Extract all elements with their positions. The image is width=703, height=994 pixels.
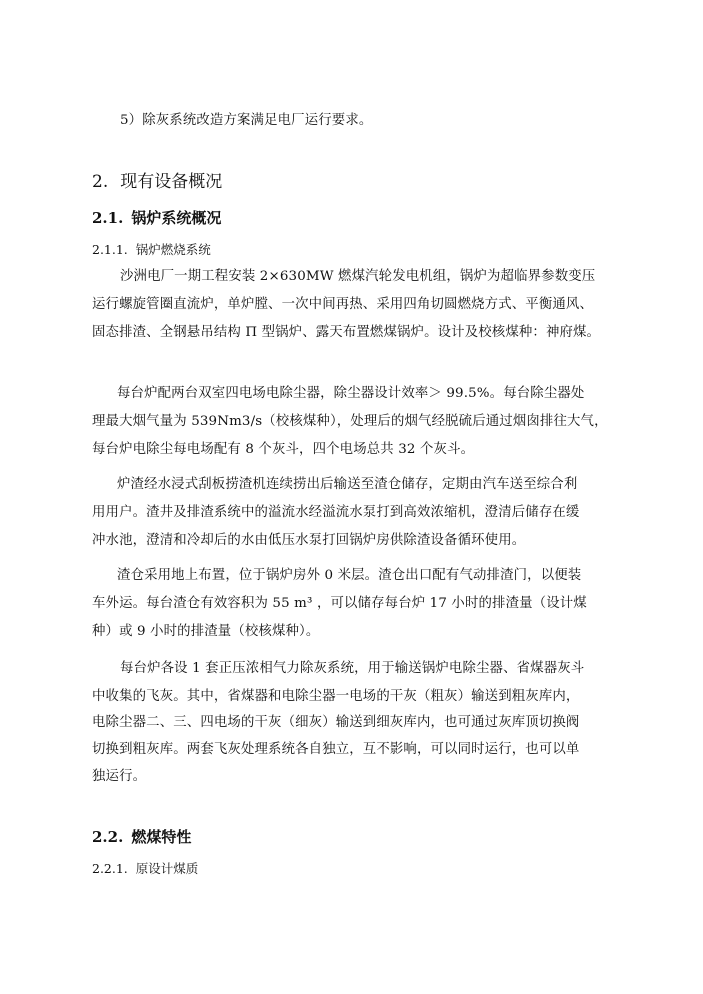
para5-line-1: 每台炉各设 1 套正压浓相气力除灰系统，用于输送锅炉电除尘器、省煤器灰斗 — [120, 661, 585, 676]
para4-line-3: 种）或 9 小时的排渣量（校核煤种）。 — [92, 624, 320, 639]
para5-line-4: 切换到粗灰库。两套飞灰处理系统各自独立，互不影响，可以同时运行，也可以单 — [92, 742, 580, 757]
section-title: 锅炉燃烧系统 — [135, 242, 211, 257]
para2-line-3: 每台炉电除尘每电场配有 8 个灰斗，四个电场总共 32 个灰斗。 — [92, 442, 475, 457]
para3-line-1: 炉渣经水浸式刮板捞渣机连续捞出后输送至渣仓储存，定期由汽车送至综合利 — [117, 477, 578, 492]
section-number: 2.2. — [92, 828, 124, 846]
section-2-2-1-heading — [92, 860, 198, 878]
para5-line-2: 中收集的飞灰。其中，省煤器和电除尘器一电场的干灰（粗灰）输送到粗灰库内， — [92, 689, 580, 704]
section-title: 锅炉系统概况 — [131, 209, 222, 227]
para1-line-2: 运行螺旋管圈直流炉，单炉膛、一次中间再热、采用四角切圆燃烧方式、平衡通风、 — [92, 297, 594, 312]
section-title: 现有设备概况 — [120, 172, 223, 192]
para5-line-5: 独运行。 — [92, 769, 147, 784]
para2-line-1: 每台炉配两台双室四电场电除尘器，除尘器设计效率＞ 99.5%。每台除尘器处 — [117, 386, 585, 401]
section-title: 原设计煤质 — [135, 861, 199, 876]
section-2-1-heading — [92, 208, 221, 228]
section-2-heading — [92, 171, 222, 193]
para3-line-2: 用用户。渣井及排渣系统中的溢流水经溢流水泵打到高效浓缩机，澄清后储存在缓 — [92, 505, 580, 520]
section-number: 2. — [92, 172, 109, 192]
section-2-1-1-heading — [92, 241, 211, 259]
para1-line-1: 沙洲电厂一期工程安装 2×630MW 燃煤汽轮发电机组，锅炉为超临界参数变压 — [120, 269, 596, 284]
para4-line-1: 渣仓采用地上布置，位于锅炉房外 0 米层。渣仓出口配有气动排渣门，以便装 — [117, 568, 582, 583]
para2-line-2: 理最大烟气量为 539Nm3/s（校核煤种），处理后的烟气经脱硫后通过烟囱排往大气， — [92, 414, 608, 429]
section-2-2-heading — [92, 827, 191, 847]
para5-line-3: 电除尘器二、三、四电场的干灰（细灰）输送到细灰库内，也可通过灰库顶切换阀 — [92, 715, 580, 730]
section-number: 2.1.1. — [92, 242, 128, 257]
section-number: 2.1. — [92, 209, 124, 227]
para1-line-3: 固态排渣、全钢悬吊结构 Π 型锅炉、露天布置燃煤锅炉。设计及校核煤种：神府煤。 — [92, 325, 601, 340]
section-title: 燃煤特性 — [131, 828, 192, 846]
list-item-5: 5）除灰系统改造方案满足电厂运行要求。 — [120, 113, 373, 128]
para4-line-2: 车外运。每台渣仓有效容积为 55 m³ ，可以储存每台炉 17 小时的排渣量（设计煤 — [92, 596, 587, 611]
section-number: 2.2.1. — [92, 861, 128, 876]
para3-line-3: 冲水池，澄清和冷却后的水由低压水泵打回锅炉房供除渣设备循环使用。 — [92, 533, 526, 548]
